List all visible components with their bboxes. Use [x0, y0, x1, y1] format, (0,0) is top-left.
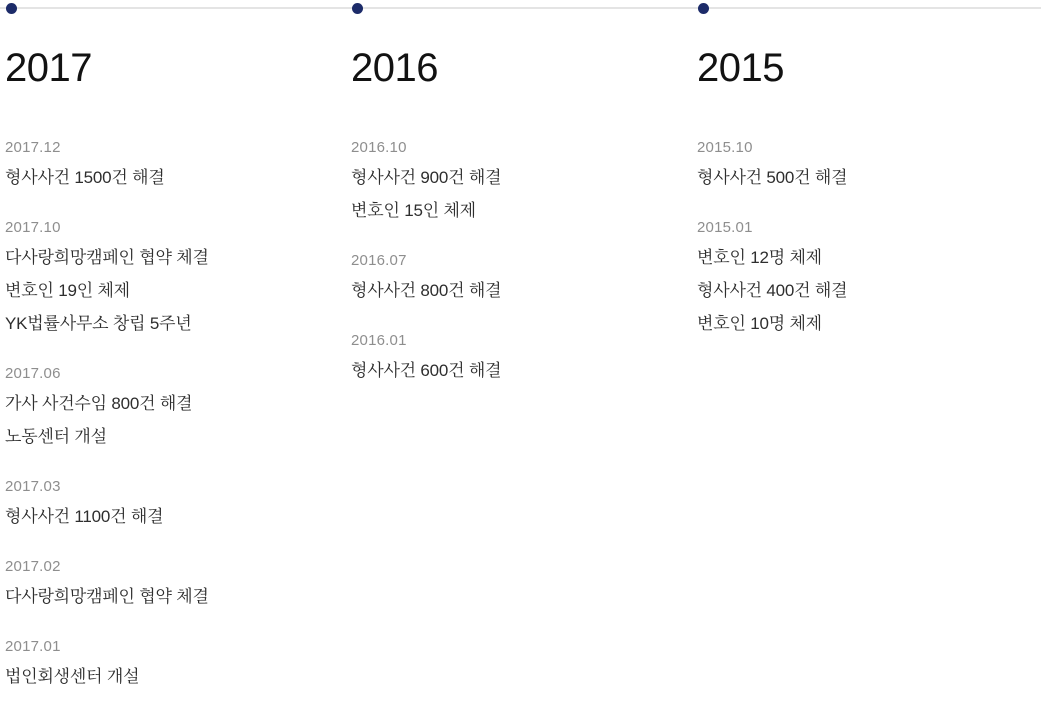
history-group — [5, 366, 351, 447]
year-heading: 2015 — [697, 46, 784, 90]
history-entry-text: YK법률사무소 창립 5주년 — [5, 314, 192, 333]
history-group — [351, 333, 697, 381]
history-entry-text: 법인회생센터 개설 — [5, 667, 140, 686]
history-entry-text: 형사사건 900건 해결 — [351, 168, 502, 187]
history-entry-text: 변호인 10명 체제 — [697, 314, 822, 333]
history-entry-text: 변호인 19인 체제 — [5, 281, 130, 300]
timeline-columns — [5, 0, 1043, 719]
history-group — [5, 639, 351, 687]
history-date-label: 2017.01 — [5, 638, 61, 655]
history-date-label: 2017.02 — [5, 558, 61, 575]
history-entry-text: 형사사건 1100건 해결 — [5, 507, 164, 526]
history-entry-text: 가사 사건수임 800건 해결 — [5, 394, 193, 413]
history-date-label: 2015.01 — [697, 219, 753, 236]
history-date-label: 2016.07 — [351, 252, 407, 269]
history-group — [351, 140, 697, 221]
timeline-year-column-2015 — [697, 0, 1043, 719]
history-group — [5, 140, 351, 188]
history-entry-text: 형사사건 600건 해결 — [351, 361, 502, 380]
history-entry-text: 노동센터 개설 — [5, 427, 107, 446]
history-date-label: 2017.10 — [5, 219, 61, 236]
history-group — [5, 479, 351, 527]
history-group — [697, 220, 1043, 334]
year-history-groups — [351, 140, 697, 381]
history-entry-text: 형사사건 1500건 해결 — [5, 168, 165, 187]
timeline-year-column-2017 — [5, 0, 351, 719]
history-entry-text: 형사사건 400건 해결 — [697, 281, 848, 300]
history-entry-text: 다사랑희망캠페인 협약 체결 — [5, 248, 209, 267]
history-group — [697, 140, 1043, 188]
history-date-label: 2017.06 — [5, 365, 61, 382]
year-history-groups — [697, 140, 1043, 334]
timeline-dot-icon — [698, 3, 709, 14]
history-date-label: 2015.10 — [697, 139, 753, 156]
history-entry-text: 변호인 12명 체제 — [697, 248, 822, 267]
history-date-label: 2017.03 — [5, 478, 61, 495]
history-date-label: 2017.12 — [5, 139, 61, 156]
timeline-dot-icon — [352, 3, 363, 14]
timeline-year-column-2016 — [351, 0, 697, 719]
year-heading: 2017 — [5, 46, 92, 90]
history-group — [5, 559, 351, 607]
year-history-groups — [5, 140, 351, 687]
year-heading: 2016 — [351, 46, 438, 90]
history-date-label: 2016.01 — [351, 332, 407, 349]
timeline-dot-icon — [6, 3, 17, 14]
history-group — [5, 220, 351, 334]
history-entry-text: 다사랑희망캠페인 협약 체결 — [5, 587, 209, 606]
history-group — [351, 253, 697, 301]
history-date-label: 2016.10 — [351, 139, 407, 156]
history-entry-text: 형사사건 500건 해결 — [697, 168, 848, 187]
history-entry-text: 형사사건 800건 해결 — [351, 281, 502, 300]
history-entry-text: 변호인 15인 체제 — [351, 201, 476, 220]
